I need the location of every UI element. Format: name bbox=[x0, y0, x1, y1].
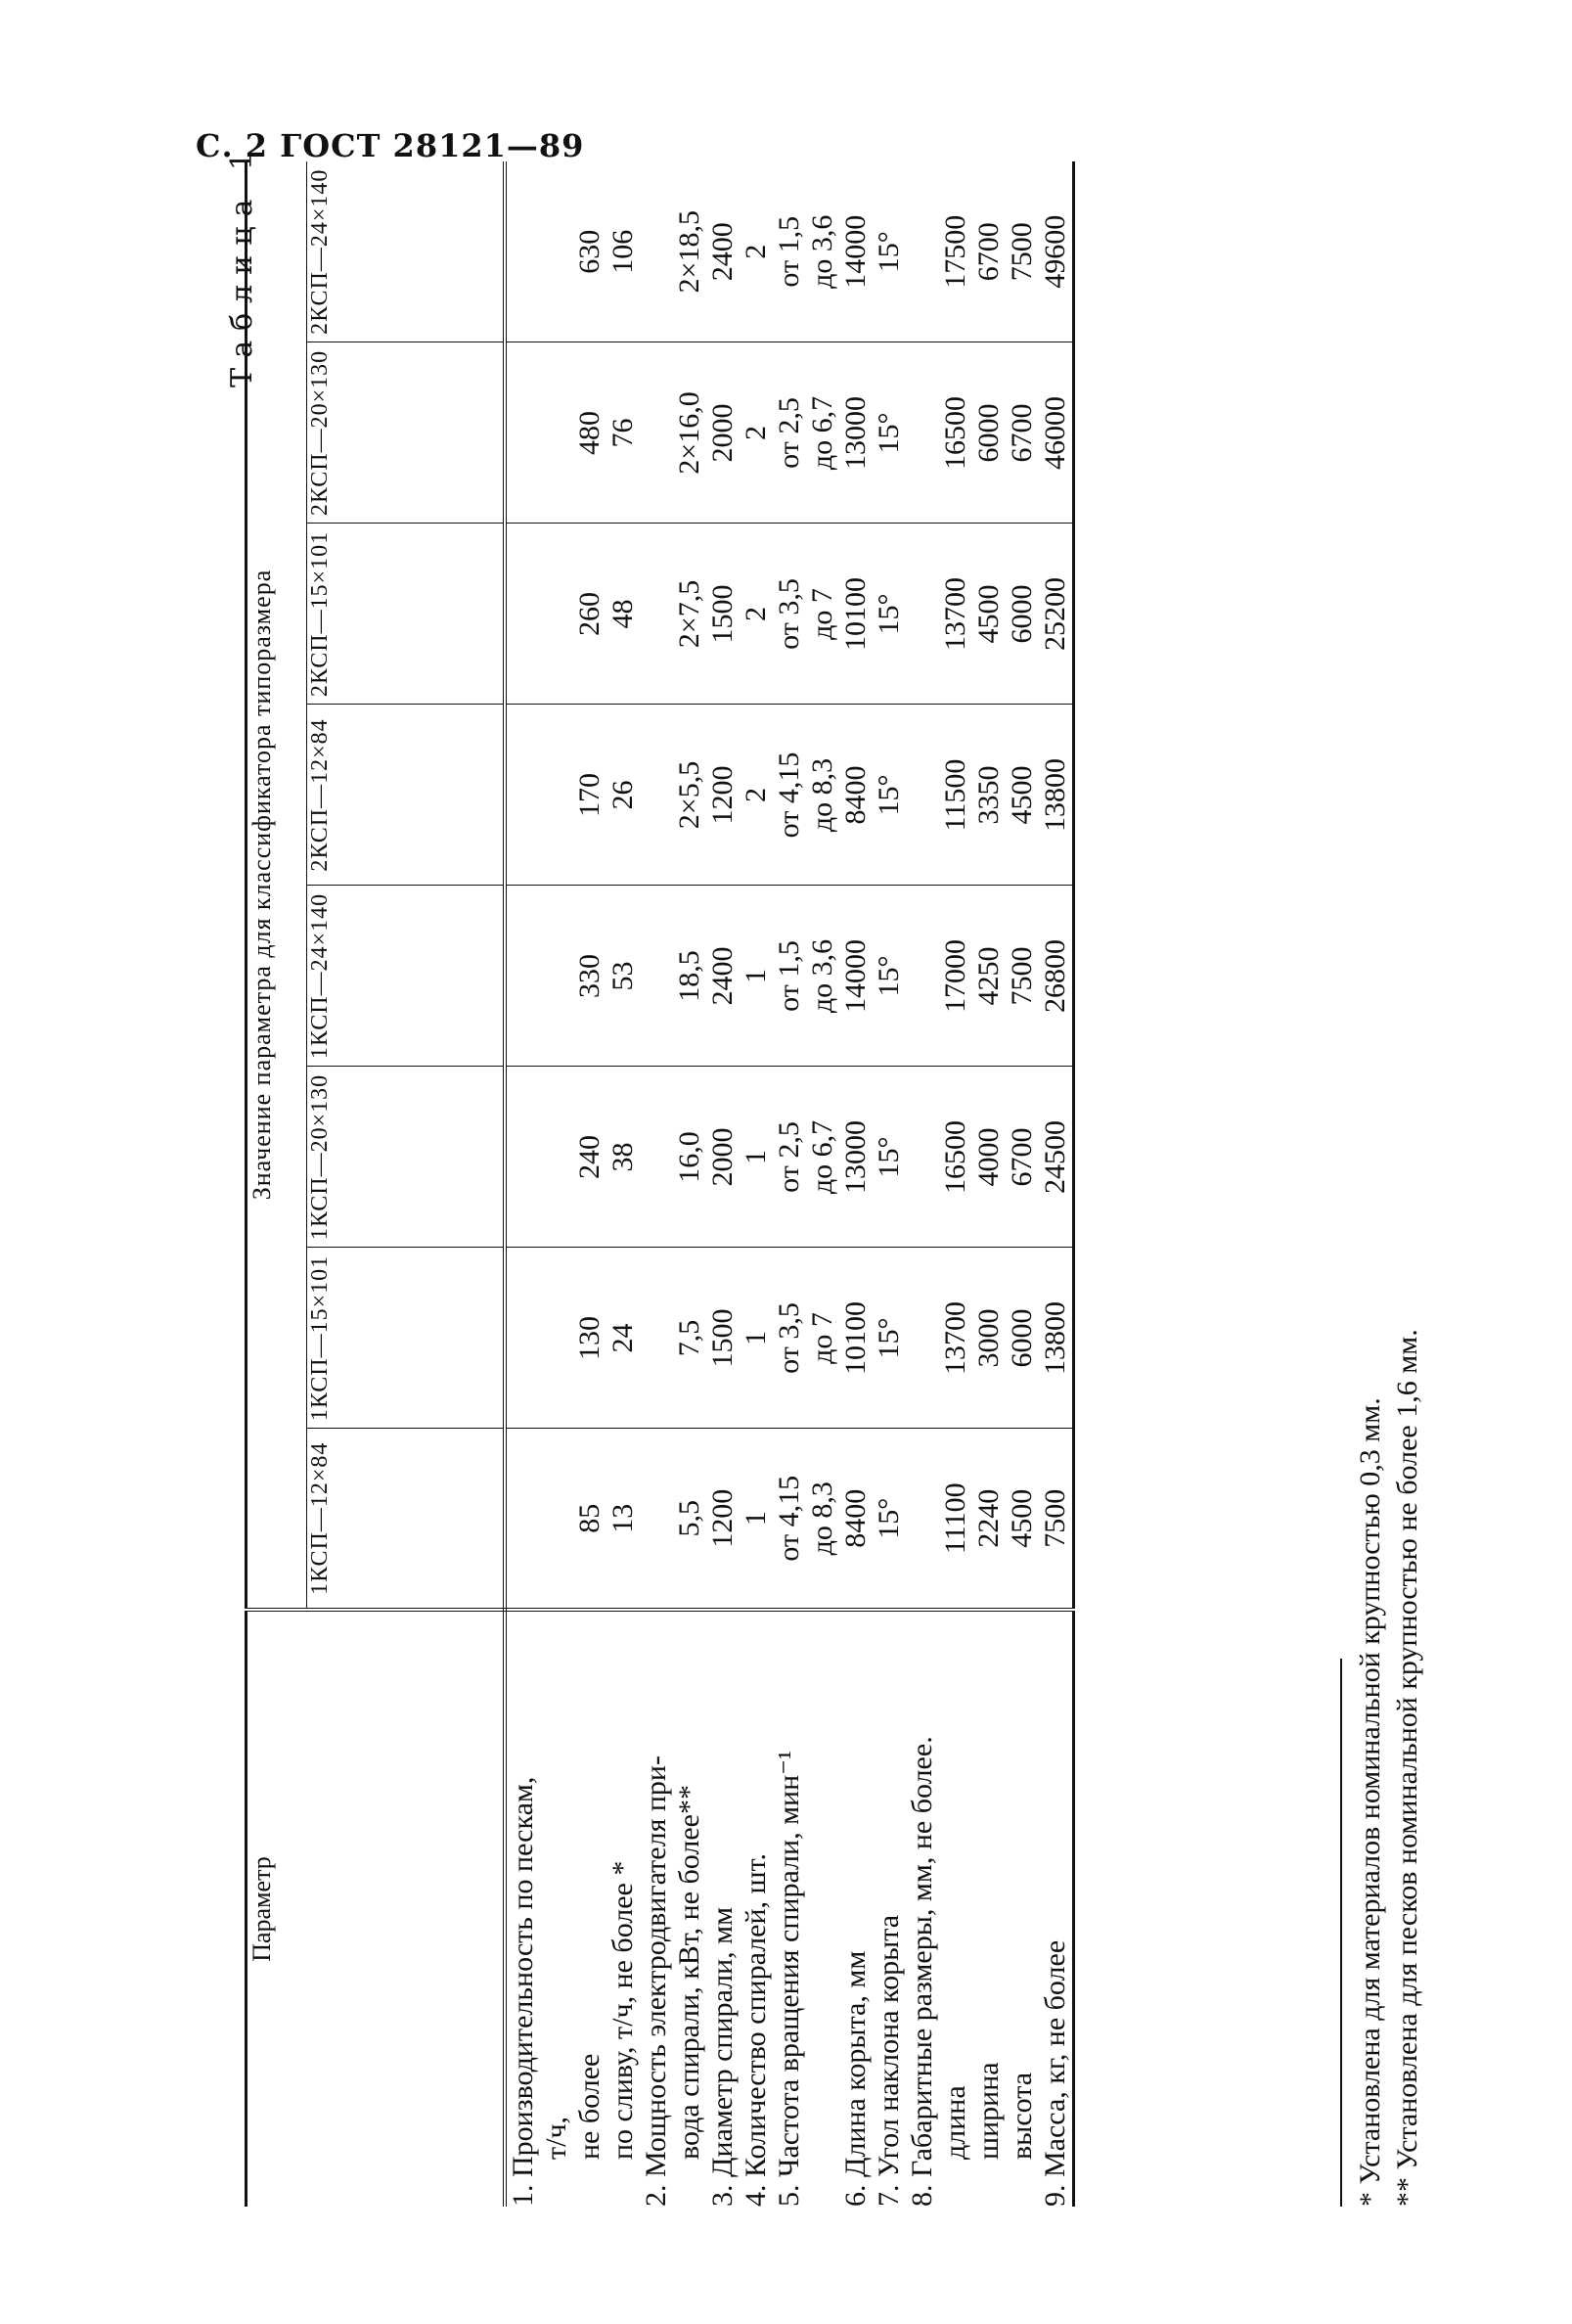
value-cell: 6000 bbox=[1006, 1308, 1038, 1368]
value-cell: до 6,7 bbox=[806, 1119, 838, 1195]
value-cell: до 8,3 bbox=[806, 1481, 838, 1556]
value-cell bbox=[540, 524, 573, 705]
parameter-line: длина bbox=[939, 2085, 971, 2160]
value-cell: 7500 bbox=[1006, 222, 1038, 282]
parameter-line: 5. Частота вращения спирали, мин⁻¹ bbox=[773, 1751, 805, 2207]
value-cell bbox=[906, 343, 939, 524]
param-column-header: Параметр bbox=[247, 1610, 506, 2207]
value-cell: 26 bbox=[606, 780, 639, 810]
value-cell: до 3,6 bbox=[806, 214, 838, 289]
value-cell: 13000 bbox=[839, 396, 872, 470]
value-cell: 480 bbox=[573, 411, 606, 455]
value-cell: 1 bbox=[740, 1150, 772, 1164]
value-cell: 48 bbox=[606, 599, 639, 629]
value-cell: 14000 bbox=[839, 939, 872, 1013]
value-cell: 15° bbox=[873, 955, 905, 997]
value-cell bbox=[540, 887, 573, 1067]
value-cell bbox=[540, 706, 573, 886]
value-cell: 6000 bbox=[1006, 584, 1038, 644]
value-cell: 10100 bbox=[839, 577, 872, 651]
value-cell: от 1,5 bbox=[773, 940, 805, 1012]
parameter-line: 3. Диаметр спирали, мм bbox=[706, 1906, 739, 2207]
value-cell bbox=[906, 1430, 939, 1609]
value-cell bbox=[540, 161, 573, 342]
value-cell: 2400 bbox=[706, 222, 739, 282]
value-cell: 4500 bbox=[1006, 765, 1038, 825]
value-cell: 2000 bbox=[706, 1127, 739, 1187]
value-column bbox=[505, 1248, 1074, 1429]
value-cell: 15° bbox=[873, 1317, 905, 1359]
value-cell: 1200 bbox=[706, 1488, 739, 1548]
value-cell: 260 bbox=[573, 592, 606, 636]
parameter-line: 9. Масса, кг, не более bbox=[1039, 1939, 1071, 2207]
value-cell: 1500 bbox=[706, 584, 739, 644]
value-cell bbox=[507, 343, 540, 524]
value-cell bbox=[640, 1068, 673, 1248]
value-cell: 5,5 bbox=[673, 1500, 705, 1537]
value-cell: 13800 bbox=[1039, 758, 1071, 832]
value-cell bbox=[507, 1430, 540, 1609]
value-column bbox=[505, 161, 1074, 342]
value-cell: 53 bbox=[606, 961, 639, 991]
value-cell: 15° bbox=[873, 1497, 905, 1539]
value-cell: 10100 bbox=[839, 1301, 872, 1375]
value-cell: 16,0 bbox=[673, 1131, 705, 1183]
value-cell bbox=[906, 1068, 939, 1248]
value-cell bbox=[640, 887, 673, 1067]
value-cell bbox=[507, 161, 540, 342]
value-cell: 18,5 bbox=[673, 950, 705, 1002]
value-cell bbox=[640, 706, 673, 886]
value-cell bbox=[507, 706, 540, 886]
value-cell: 15° bbox=[873, 412, 905, 454]
value-cell bbox=[640, 161, 673, 342]
rotated-table-block bbox=[205, 132, 1467, 2246]
model-header: 1КСП—24×140 bbox=[307, 886, 506, 1067]
value-cell: 630 bbox=[573, 229, 606, 274]
value-cell bbox=[640, 343, 673, 524]
value-cell: от 2,5 bbox=[773, 397, 805, 469]
value-column bbox=[505, 524, 1074, 705]
value-cell: 6700 bbox=[1006, 403, 1038, 463]
model-header: 2КСП—24×140 bbox=[307, 161, 506, 342]
value-cell: 7500 bbox=[1039, 1488, 1071, 1548]
value-cell: 1 bbox=[740, 969, 772, 983]
value-cell: 2×5,5 bbox=[673, 760, 705, 830]
value-cell: 2 bbox=[740, 788, 772, 802]
value-cell: 2×16,0 bbox=[673, 391, 705, 475]
value-cell: 2 bbox=[740, 244, 772, 259]
value-cell: 1 bbox=[740, 1511, 772, 1527]
value-cell: 6000 bbox=[972, 403, 1005, 463]
value-column bbox=[505, 342, 1074, 524]
value-cell: 1500 bbox=[706, 1308, 739, 1368]
value-cell: 13700 bbox=[939, 1301, 971, 1375]
value-cell: 4500 bbox=[1006, 1488, 1038, 1548]
value-cell: 13800 bbox=[1039, 1301, 1071, 1375]
value-cell: 85 bbox=[573, 1503, 606, 1533]
parameter-line: 8. Габаритные размеры, мм, не более. bbox=[906, 1736, 938, 2207]
value-cell bbox=[640, 524, 673, 705]
value-cell: 1 bbox=[740, 1331, 772, 1345]
model-header: 2КСП—20×130 bbox=[307, 342, 506, 524]
value-cell bbox=[540, 1249, 573, 1429]
value-cell: 13 bbox=[606, 1503, 639, 1533]
value-cell: от 1,5 bbox=[773, 215, 805, 288]
value-cell: 38 bbox=[606, 1142, 639, 1172]
value-cell bbox=[640, 1430, 673, 1609]
parameter-line: 6. Длина корыта, мм bbox=[839, 1950, 872, 2207]
value-cell: 2×7,5 bbox=[673, 579, 705, 649]
value-cell: 15° bbox=[873, 1136, 905, 1178]
value-cell bbox=[507, 887, 540, 1067]
parameter-line: 2. Мощность электродвигателя при- bbox=[640, 1755, 672, 2207]
value-cell: от 4,15 bbox=[773, 1475, 805, 1562]
value-column bbox=[505, 1067, 1074, 1248]
value-cell: 2 bbox=[740, 426, 772, 440]
value-cell: от 3,5 bbox=[773, 578, 805, 650]
parameter-line: 4. Количество спиралей, шт. bbox=[740, 1853, 772, 2207]
page-header: С. 2 ГОСТ 28121—89 bbox=[196, 127, 585, 164]
parameter-line: 1. Производительность по пескам, bbox=[507, 1776, 539, 2207]
footnote-1: * Установлена для материалов номинальной крупностью 0,3 мм. bbox=[1354, 1397, 1386, 2207]
value-cell: до 7 bbox=[806, 1312, 838, 1364]
value-cell: 240 bbox=[573, 1135, 606, 1179]
value-cell bbox=[906, 1249, 939, 1429]
value-column bbox=[505, 1429, 1074, 1610]
value-cell bbox=[540, 343, 573, 524]
value-cell: 3000 bbox=[972, 1308, 1005, 1368]
value-cell: 170 bbox=[573, 773, 606, 817]
value-column bbox=[505, 705, 1074, 886]
value-cell: 25200 bbox=[1039, 577, 1071, 651]
value-cell: 15° bbox=[873, 231, 905, 273]
parameter-line: т/ч, bbox=[540, 2116, 572, 2160]
value-cell bbox=[906, 524, 939, 705]
value-cell: 4500 bbox=[972, 584, 1005, 644]
value-cell: 6700 bbox=[1006, 1127, 1038, 1187]
group-header: Значение параметра для классификатора типоразмера bbox=[247, 161, 307, 1610]
value-cell: 8400 bbox=[839, 1488, 872, 1548]
value-cell: 11100 bbox=[939, 1482, 971, 1555]
value-cell: до 7 bbox=[806, 588, 838, 640]
value-cell: до 3,6 bbox=[806, 938, 838, 1014]
value-cell: 330 bbox=[573, 954, 606, 998]
table-body-row bbox=[505, 161, 1074, 2207]
value-cell: 6700 bbox=[972, 222, 1005, 282]
model-header: 1КСП—15×101 bbox=[307, 1248, 506, 1429]
parameter-list bbox=[505, 1610, 1074, 2207]
value-cell: 13000 bbox=[839, 1120, 872, 1194]
footnotes bbox=[1340, 161, 1426, 2207]
parameters-table bbox=[245, 161, 1075, 2207]
value-cell: 14000 bbox=[839, 214, 872, 289]
value-cell bbox=[906, 161, 939, 342]
value-cell: 24500 bbox=[1039, 1120, 1071, 1194]
parameter-line: ширина bbox=[972, 2062, 1005, 2160]
value-cell: 1200 bbox=[706, 765, 739, 825]
table-title: Таблица 1 bbox=[225, 142, 259, 387]
value-cell: от 4,15 bbox=[773, 752, 805, 839]
value-cell: 15° bbox=[873, 774, 905, 816]
model-header: 1КСП—20×130 bbox=[307, 1067, 506, 1248]
value-cell: от 3,5 bbox=[773, 1302, 805, 1374]
parameter-line: вода спирали, кВт, не более** bbox=[673, 1785, 705, 2160]
value-cell: 13700 bbox=[939, 577, 971, 651]
model-header: 1КСП—12×84 bbox=[307, 1429, 506, 1610]
value-cell: 2400 bbox=[706, 946, 739, 1006]
value-cell: 46000 bbox=[1039, 396, 1071, 470]
value-cell: 2240 bbox=[972, 1488, 1005, 1548]
value-cell: 4000 bbox=[972, 1127, 1005, 1187]
value-cell: от 2,5 bbox=[773, 1121, 805, 1193]
value-cell: 7,5 bbox=[673, 1319, 705, 1357]
value-cell: 16500 bbox=[939, 1120, 971, 1194]
value-cell: 16500 bbox=[939, 396, 971, 470]
value-cell: 130 bbox=[573, 1316, 606, 1360]
value-cell: 2000 bbox=[706, 403, 739, 463]
value-cell bbox=[906, 887, 939, 1067]
value-cell bbox=[906, 706, 939, 886]
value-cell: 7500 bbox=[1006, 946, 1038, 1006]
value-cell: 11500 bbox=[939, 758, 971, 832]
value-cell: 4250 bbox=[972, 946, 1005, 1006]
value-cell: 2 bbox=[740, 607, 772, 621]
value-cell: 3350 bbox=[972, 765, 1005, 825]
model-header: 2КСП—15×101 bbox=[307, 524, 506, 705]
value-cell bbox=[507, 524, 540, 705]
value-cell bbox=[540, 1068, 573, 1248]
value-cell: до 6,7 bbox=[806, 395, 838, 471]
footnote-rule bbox=[1340, 1659, 1342, 2207]
parameter-line: высота bbox=[1006, 2072, 1038, 2160]
parameter-line: по сливу, т/ч, не более * bbox=[606, 1860, 639, 2160]
parameter-line: 7. Угол наклона корыта bbox=[873, 1914, 905, 2207]
value-cell: 17500 bbox=[939, 214, 971, 289]
value-cell: 8400 bbox=[839, 765, 872, 825]
value-cell: 15° bbox=[873, 593, 905, 635]
value-cell: 106 bbox=[606, 229, 639, 274]
value-cell: 76 bbox=[606, 418, 639, 448]
value-column bbox=[505, 886, 1074, 1067]
value-cell: 24 bbox=[606, 1323, 639, 1353]
value-cell: 17000 bbox=[939, 939, 971, 1013]
parameter-line: не более bbox=[573, 2053, 606, 2160]
value-cell: 2×18,5 bbox=[673, 210, 705, 294]
value-cell bbox=[540, 1430, 573, 1609]
value-cell bbox=[507, 1249, 540, 1429]
value-cell: до 8,3 bbox=[806, 757, 838, 833]
value-cell: 26800 bbox=[1039, 939, 1071, 1013]
model-header: 2КСП—12×84 bbox=[307, 705, 506, 886]
value-cell bbox=[640, 1249, 673, 1429]
footnote-2: ** Установлена для песков номинальной крупностью не более 1,6 мм. bbox=[1391, 1329, 1423, 2207]
value-cell: 49600 bbox=[1039, 214, 1071, 289]
parameter-line bbox=[806, 1612, 839, 2207]
value-cell bbox=[507, 1068, 540, 1248]
